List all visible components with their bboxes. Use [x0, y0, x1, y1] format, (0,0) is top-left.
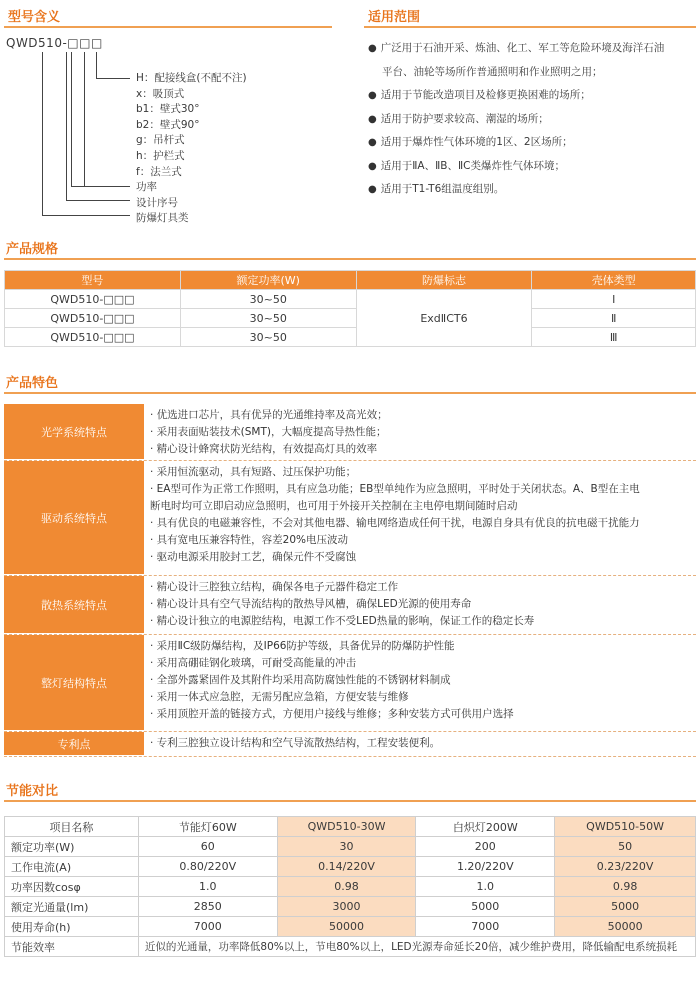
table-row	[5, 917, 696, 937]
feature-row-optical	[4, 404, 696, 461]
feature-line: · 采用顶腔开盖的链接方式，方便用户接线与维修；多种安装方式可供用户选择	[150, 708, 514, 720]
compare-header: 项目名称	[5, 817, 139, 837]
cell-model: QWD510-□□□	[5, 309, 181, 328]
feature-row-structure	[4, 635, 696, 732]
feature-line: · 采用一体式应急腔，无需另配应急箱，方便安装与维修	[150, 691, 409, 703]
feature-row-patent	[4, 732, 696, 757]
cell-housing: Ⅱ	[532, 309, 696, 328]
feature-line: · 优选进口芯片，具有优异的光通维持率及高光效；	[150, 409, 388, 421]
cell-power: 30~50	[180, 290, 356, 309]
feature-label: 光学系统特点	[4, 404, 144, 460]
compare-rule	[4, 800, 696, 802]
row-label: 节能效率	[5, 937, 139, 957]
cell: 1.0	[138, 877, 277, 897]
scope-item: ● 广泛用于石油开采、炼油、化工、军工等危险环境及海洋石油	[368, 37, 664, 61]
cell: 60	[138, 837, 277, 857]
feature-line: · 采用ⅡC级防爆结构，及IP66防护等级，具备优异的防爆防护性能	[150, 640, 455, 652]
model-legend	[136, 71, 247, 227]
specs-header-row	[5, 271, 696, 290]
feature-line: · 具有宽电压兼容特性，容差20%电压波动	[150, 534, 349, 546]
compare-header: QWD510-30W	[277, 817, 416, 837]
feature-content	[144, 461, 696, 575]
table-row	[5, 897, 696, 917]
cell: 1.0	[416, 877, 555, 897]
col-header: 额定功率(W)	[180, 271, 356, 290]
scope-title: 适用范围	[368, 10, 421, 25]
feature-line: · 精心设计三腔独立结构，确保各电子元器件稳定工作	[150, 581, 399, 593]
row-label: 使用寿命(h)	[5, 917, 139, 937]
feature-label: 散热系统特点	[4, 576, 144, 634]
cell: 50	[555, 837, 696, 857]
cell: 50000	[277, 917, 416, 937]
cell: 0.80/220V	[138, 857, 277, 877]
cell: 3000	[277, 897, 416, 917]
cell-power: 30~50	[180, 309, 356, 328]
features-title: 产品特色	[6, 376, 59, 391]
feature-content	[144, 635, 696, 731]
legend-item: 功率	[136, 181, 157, 194]
features-rule	[4, 392, 696, 394]
efficiency-text: 近似的光通量，功率降低80%以上，节电80%以上，LED光源寿命延长20倍，减少维护费用，降低输配电系统损耗	[138, 937, 695, 957]
cell: 0.98	[555, 877, 696, 897]
feature-line: · 驱动电源采用胶封工艺，确保元件不受腐蚀	[150, 551, 357, 563]
cell: 200	[416, 837, 555, 857]
feature-row-drive	[4, 461, 696, 576]
row-label: 工作电流(A)	[5, 857, 139, 877]
cell-power: 30~50	[180, 328, 356, 347]
scope-item: ● 适用于T1-T6组温度组别。	[368, 178, 664, 202]
feature-line: · EA型可作为正常工作照明，具有应急功能；EB型单纯作为应急照明，平时处于关闭状态。A、B型在主电	[150, 483, 640, 495]
table-row	[5, 837, 696, 857]
table-row	[5, 937, 696, 957]
scope-item: ● 适用于爆炸性气体环境的1区、2区场所；	[368, 131, 664, 155]
cell-model: QWD510-□□□	[5, 290, 181, 309]
compare-table	[4, 816, 696, 957]
scope-item: ● 适用于ⅡA、ⅡB、ⅡC类爆炸性气体环境；	[368, 155, 664, 179]
specs-rule	[4, 258, 696, 260]
legend-item: 设计序号	[136, 196, 178, 209]
row-label: 额定功率(W)	[5, 837, 139, 857]
model-code: QWD510-□□□	[6, 36, 103, 50]
feature-label: 专利点	[4, 732, 144, 756]
scope-rule	[364, 26, 696, 28]
specs-table	[4, 270, 696, 347]
features-table	[4, 404, 696, 757]
table-row	[5, 328, 696, 347]
legend-item: f：法兰式	[136, 165, 182, 178]
compare-title: 节能对比	[6, 784, 59, 799]
cell-model: QWD510-□□□	[5, 328, 181, 347]
scope-item: ● 适用于防护要求较高、潮湿的场所；	[368, 108, 664, 132]
col-header: 型号	[5, 271, 181, 290]
feature-content	[144, 404, 696, 460]
cell: 50000	[555, 917, 696, 937]
table-row	[5, 857, 696, 877]
cell-explosion-mark: ExdⅡCT6	[356, 290, 532, 347]
cell: 7000	[416, 917, 555, 937]
legend-item: h：护栏式	[136, 149, 185, 162]
feature-line: · 专利三腔独立设计结构和空气导流散热结构，工程安装便利。	[150, 737, 441, 749]
compare-header-row	[5, 817, 696, 837]
feature-line: · 采用表面贴装技术(SMT)，大幅度提高导热性能；	[150, 426, 387, 438]
feature-label: 整灯结构特点	[4, 635, 144, 731]
compare-header: 节能灯60W	[138, 817, 277, 837]
feature-line: · 全部外露紧固件及其附件均采用高防腐蚀性能的不锈钢材料制成	[150, 674, 451, 686]
legend-item: x：吸顶式	[136, 87, 185, 100]
legend-item: 防爆灯具类	[136, 212, 189, 225]
feature-content	[144, 576, 696, 634]
cell: 0.23/220V	[555, 857, 696, 877]
cell-housing: Ⅲ	[532, 328, 696, 347]
feature-line: 断电时均可立即启动应急照明，也可用于外接开关控制在主电停电期间随时启动	[150, 500, 518, 512]
cell: 2850	[138, 897, 277, 917]
table-row	[5, 877, 696, 897]
feature-label: 驱动系统特点	[4, 461, 144, 575]
cell: 0.14/220V	[277, 857, 416, 877]
cell: 0.98	[277, 877, 416, 897]
specs-title: 产品规格	[6, 242, 59, 257]
legend-item: H：配接线盒(不配不注)	[136, 72, 247, 84]
cell-housing: Ⅰ	[532, 290, 696, 309]
legend-item: b1：壁式30°	[136, 103, 200, 116]
feature-content	[144, 732, 696, 756]
cell: 5000	[416, 897, 555, 917]
feature-line: · 精心设计独立的电源腔结构，电源工作不受LED热量的影响，保证工作的稳定长寿	[150, 615, 535, 627]
legend-item: g：吊杆式	[136, 134, 185, 147]
row-label: 功率因数cosφ	[5, 877, 139, 897]
model-meaning-rule	[4, 26, 332, 28]
row-label: 额定光通量(lm)	[5, 897, 139, 917]
feature-row-heat	[4, 576, 696, 635]
feature-line: · 精心设计蜂窝状防光结构，有效提高灯具的效率	[150, 443, 378, 455]
feature-line: · 精心设计具有空气导流结构的散热导风槽，确保LED光源的使用寿命	[150, 598, 472, 610]
legend-item: b2：壁式90°	[136, 118, 200, 131]
model-meaning-title: 型号含义	[8, 10, 61, 25]
compare-header: QWD510-50W	[555, 817, 696, 837]
cell: 1.20/220V	[416, 857, 555, 877]
col-header: 壳体类型	[532, 271, 696, 290]
cell: 30	[277, 837, 416, 857]
scope-item: ● 适用于节能改造项目及检修更换困难的场所；	[368, 84, 664, 108]
col-header: 防爆标志	[356, 271, 532, 290]
compare-header: 白炽灯200W	[416, 817, 555, 837]
cell: 5000	[555, 897, 696, 917]
table-row	[5, 290, 696, 309]
feature-line: · 具有优良的电磁兼容性，不会对其他电器、输电网络造成任何干扰，电源自身具有优良的抗电磁干扰能力	[150, 517, 640, 529]
scope-list	[368, 37, 664, 202]
table-row	[5, 309, 696, 328]
cell: 7000	[138, 917, 277, 937]
scope-item: 平台、油轮等场所作普通照明和作业照明之用；	[382, 65, 603, 78]
feature-line: · 采用恒流驱动，具有短路、过压保护功能；	[150, 466, 357, 478]
feature-line: · 采用高硼硅钢化玻璃，可耐受高能量的冲击	[150, 657, 357, 669]
